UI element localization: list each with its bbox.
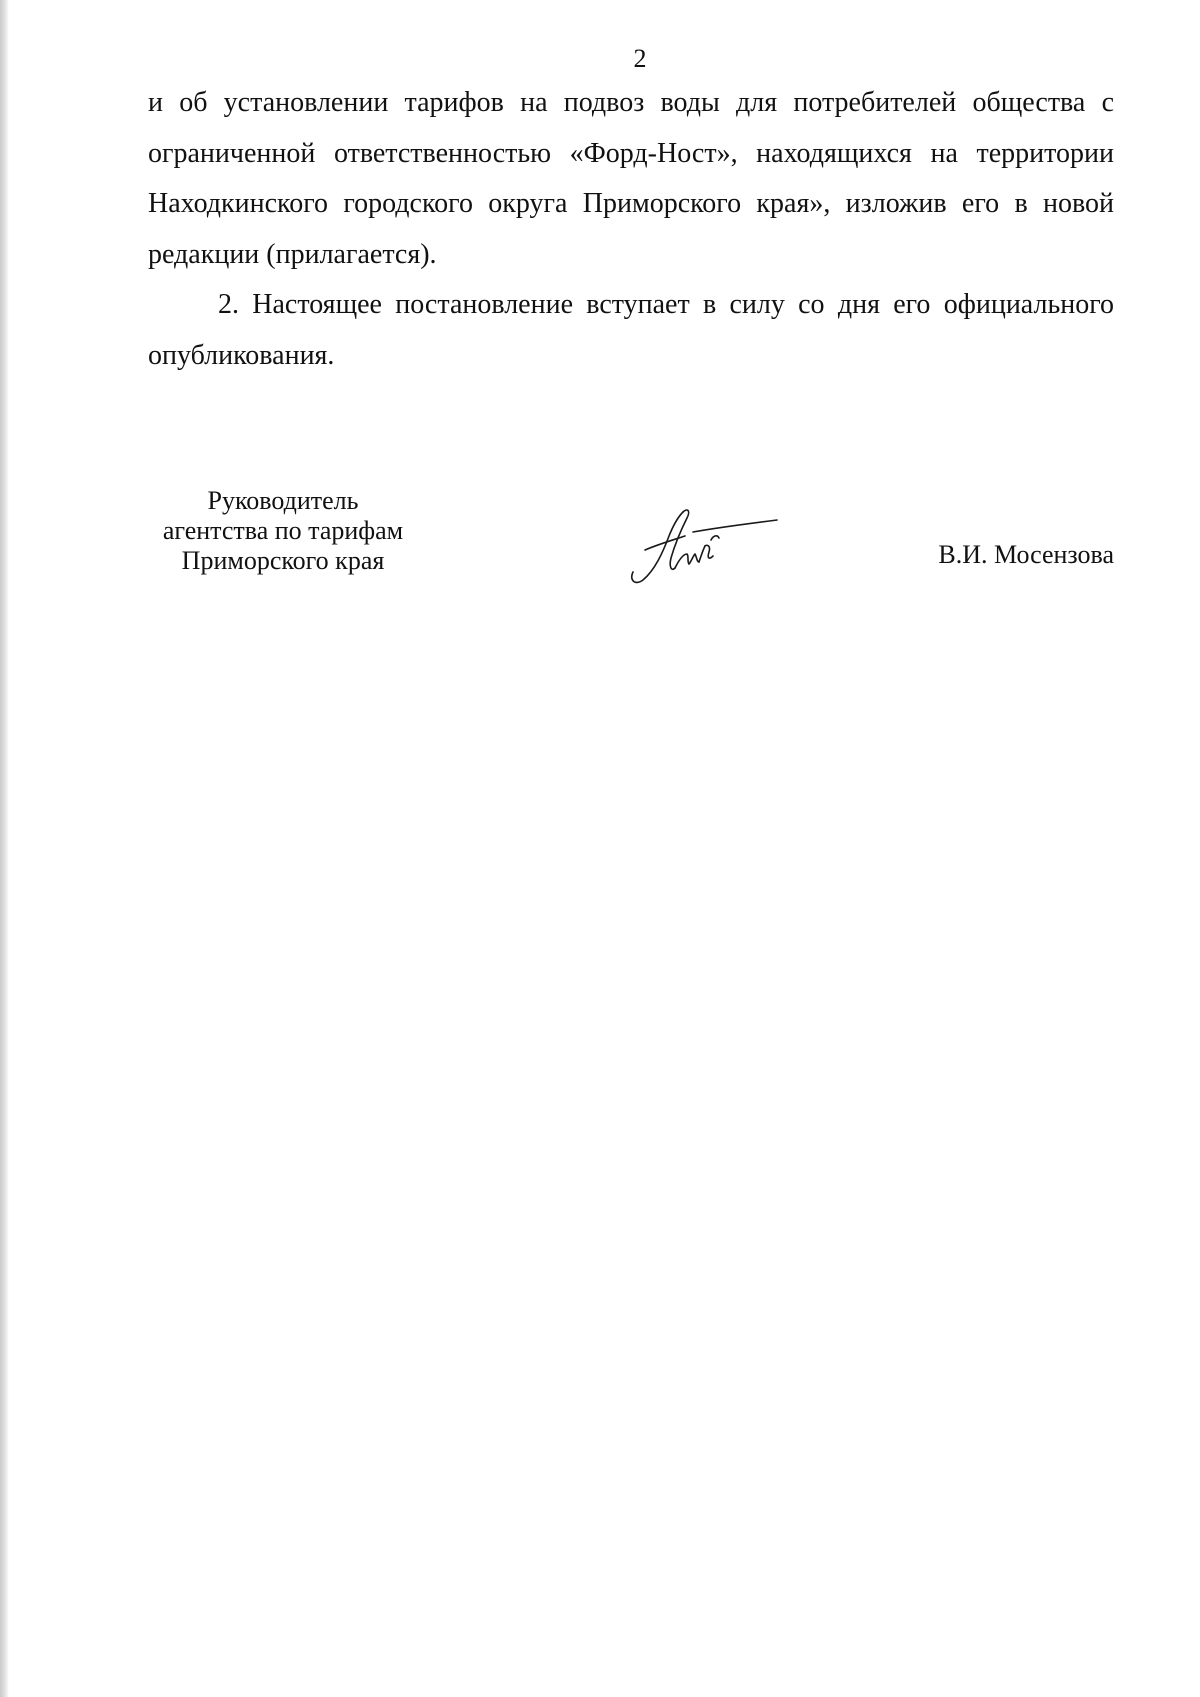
document-body	[148, 78, 1114, 381]
signer-position-line: Приморского края	[181, 546, 385, 575]
signer-position-line: Руководитель	[207, 486, 359, 515]
paragraph-effective-date: 2. Настоящее постановление вступает в силу со дня его официального опубликования.	[148, 289, 1114, 371]
signer-position-line: агентства по тарифам	[162, 516, 404, 545]
handwritten-signature-icon	[625, 500, 785, 590]
signer-name: В.И. Мосензова	[938, 540, 1114, 569]
signer-position	[148, 486, 418, 576]
page-number: 2	[633, 44, 647, 73]
paragraph-continuation: и об установлении тарифов на подвоз воды для потребителей общества с ограниченной ответственностью «Форд-Ност», находящихся на территории Находкинского городского округа Приморского края», изложив его в новой редакции (прилагается).	[148, 87, 1114, 270]
scan-edge	[0, 0, 9, 1697]
